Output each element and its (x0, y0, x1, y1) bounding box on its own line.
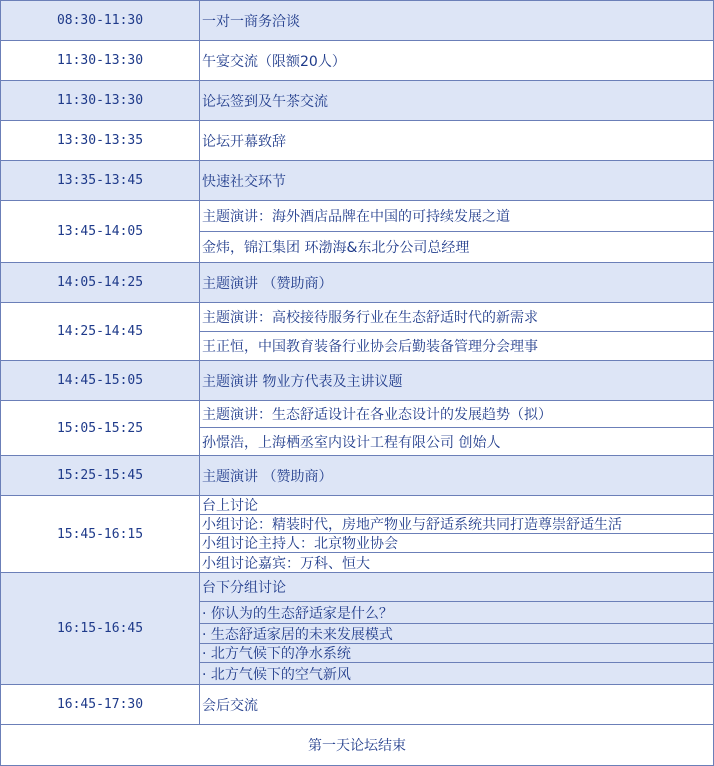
session-title: 一对一商务洽谈 (200, 1, 714, 41)
session-detail-line: 金炜，锦江集团 环渤海&东北分公司总经理 (202, 240, 470, 256)
time-slot: 14:25-14:45 (1, 303, 200, 361)
agenda-row (1, 456, 714, 496)
time-slot: 08:30-11:30 (1, 1, 200, 41)
session-detail-line: 小组讨论：精装时代，房地产物业与舒适系统共同打造尊崇舒适生活 (200, 515, 713, 534)
time-slot: 11:30-13:30 (1, 41, 200, 81)
session-title: 主题演讲：高校接待服务行业在生态舒适时代的新需求 (200, 303, 713, 332)
time-slot: 15:25-15:45 (1, 456, 200, 496)
agenda-row (1, 1, 714, 41)
session-detail-line: · 北方气候下的空气新风 (202, 666, 351, 683)
time-slot: 13:30-13:35 (1, 121, 200, 161)
session-detail-line: 小组讨论主持人：北京物业协会 (200, 534, 713, 553)
time-slot: 11:30-13:30 (1, 81, 200, 121)
time-slot: 16:45-17:30 (1, 685, 200, 725)
session-detail-line: · 北方气候下的净水系统 (200, 644, 713, 663)
session-title: 主题演讲 物业方代表及主讲议题 (200, 361, 714, 401)
session-title: 主题演讲 （赞助商） (200, 456, 714, 496)
agenda-row (1, 573, 714, 685)
session-detail-line: · 你认为的生态舒适家是什么？ (200, 602, 713, 624)
session-detail-line: 小组讨论嘉宾：万科、恒大 (202, 555, 370, 572)
agenda-row (1, 121, 714, 161)
closing-note: 第一天论坛结束 (1, 725, 714, 766)
time-slot: 15:45-16:15 (1, 496, 200, 573)
time-slot: 14:05-14:25 (1, 263, 200, 303)
agenda-row (1, 81, 714, 121)
session-detail-line: 孙憬浩，上海栖丞室内设计工程有限公司 创始人 (202, 434, 501, 451)
session-details (200, 496, 714, 573)
session-detail-line: 王正恒，中国教育装备行业协会后勤装备管理分会理事 (202, 339, 538, 355)
time-slot: 14:45-15:05 (1, 361, 200, 401)
agenda-row (1, 401, 714, 456)
session-details (200, 401, 714, 456)
agenda-row (1, 201, 714, 263)
session-title: 台上讨论 (200, 496, 713, 515)
agenda-row (1, 161, 714, 201)
session-title: 会后交流 (200, 685, 714, 725)
session-details (200, 201, 714, 263)
agenda-row (1, 361, 714, 401)
time-slot: 16:15-16:45 (1, 573, 200, 685)
agenda-row (1, 685, 714, 725)
session-details (200, 303, 714, 361)
agenda-row (1, 41, 714, 81)
session-title: 论坛开幕致辞 (200, 121, 714, 161)
time-slot: 13:35-13:45 (1, 161, 200, 201)
session-title: 论坛签到及午茶交流 (200, 81, 714, 121)
session-title: 主题演讲：生态舒适设计在各业态设计的发展趋势（拟） (200, 401, 713, 428)
session-title: 午宴交流（限额20人） (200, 41, 714, 81)
session-title: 快速社交环节 (200, 161, 714, 201)
agenda-row (1, 496, 714, 573)
agenda-row (1, 263, 714, 303)
time-slot: 13:45-14:05 (1, 201, 200, 263)
session-detail-line: · 生态舒适家居的未来发展模式 (200, 624, 713, 644)
session-details (200, 573, 714, 685)
session-title: 主题演讲 （赞助商） (200, 263, 714, 303)
agenda-footer-row (1, 725, 714, 766)
session-title: 台下分组讨论 (200, 573, 713, 602)
session-title: 主题演讲：海外酒店品牌在中国的可持续发展之道 (200, 201, 713, 232)
agenda-row (1, 303, 714, 361)
time-slot: 15:05-15:25 (1, 401, 200, 456)
